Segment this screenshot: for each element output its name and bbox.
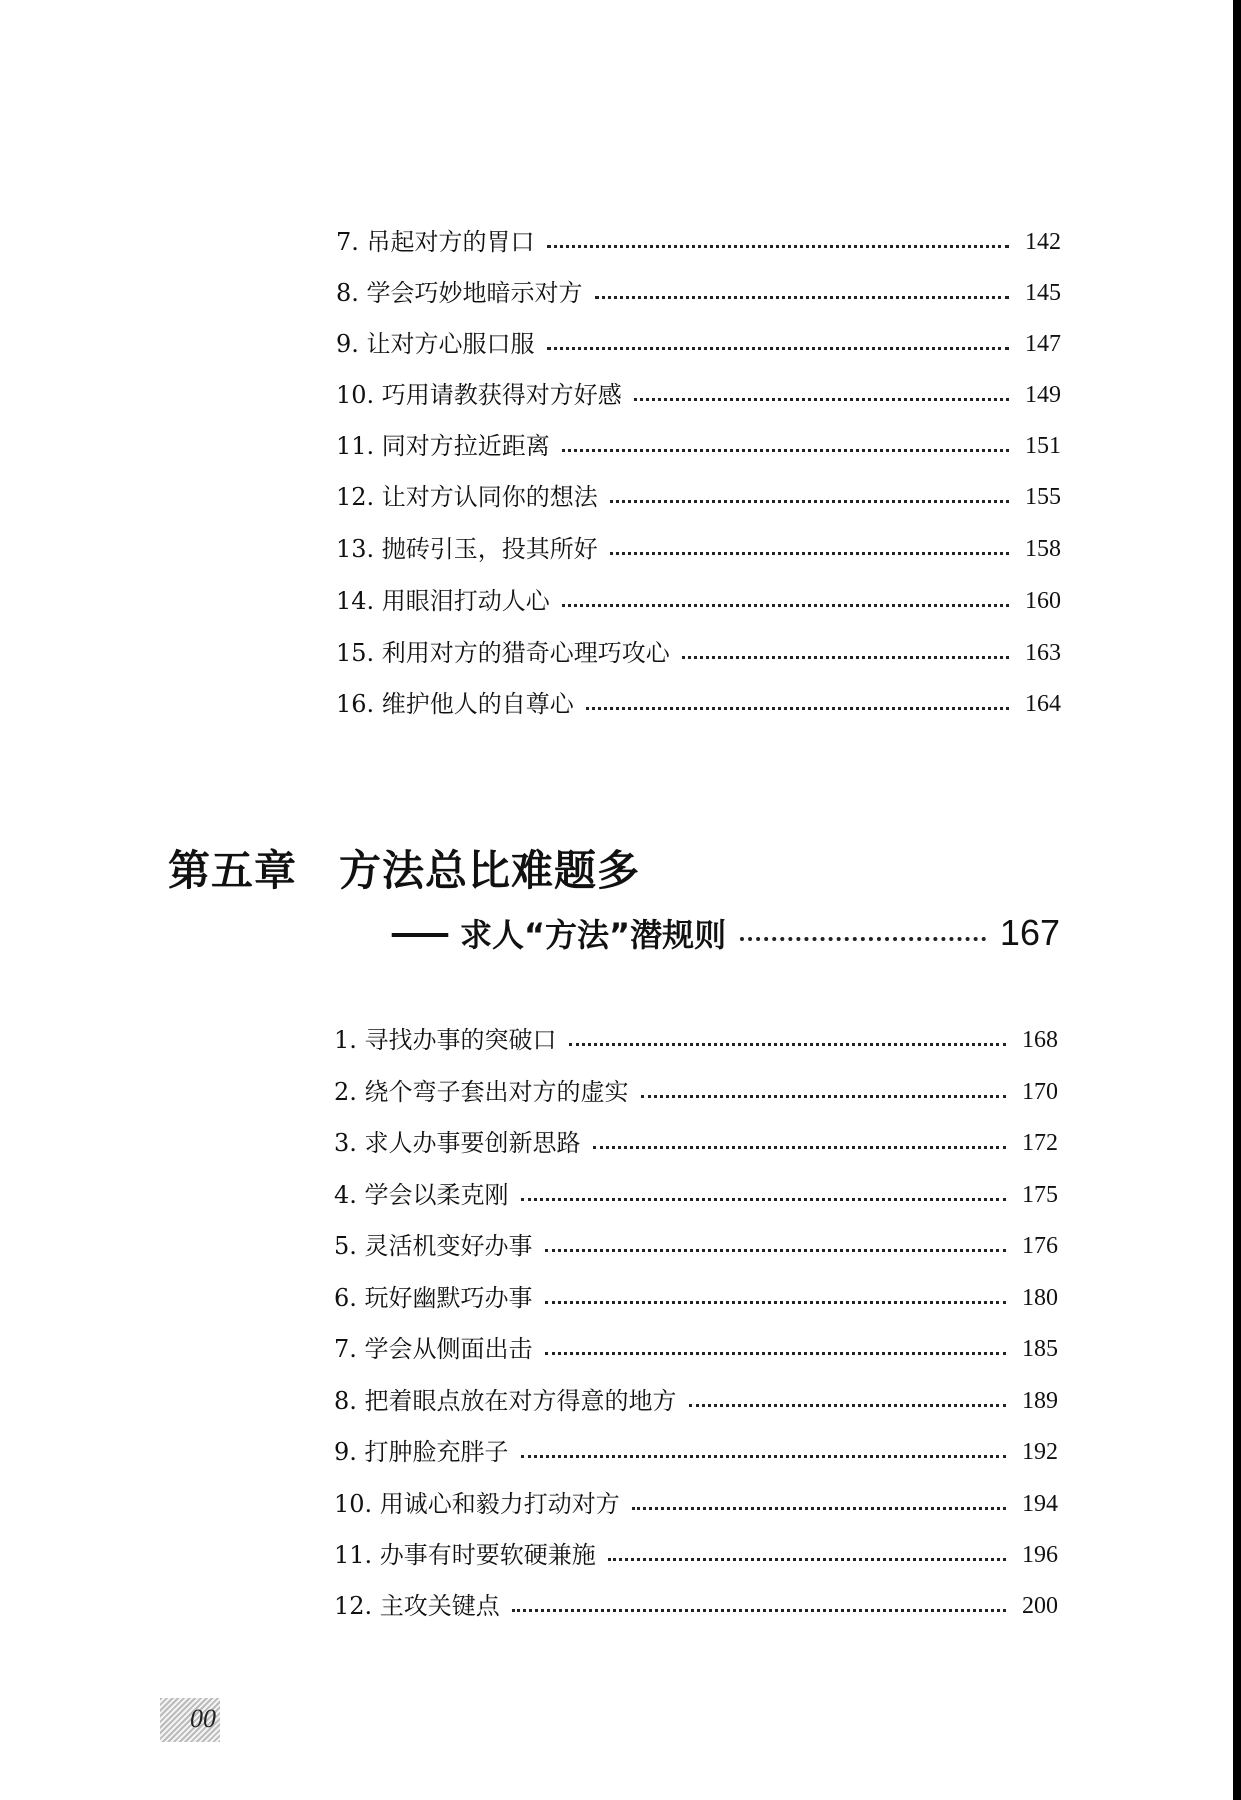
chapter-subtitle-line[interactable] bbox=[390, 908, 1060, 958]
toc-entry-title: 6. 玩好幽默巧办事 bbox=[334, 1284, 533, 1312]
toc-entry-title: 1. 寻找办事的突破口 bbox=[334, 1026, 557, 1054]
toc-entry-page: 194 bbox=[1022, 1491, 1058, 1517]
chapter-heading bbox=[168, 838, 640, 898]
toc-entry[interactable] bbox=[334, 1484, 1058, 1524]
toc-entry-page: 155 bbox=[1025, 484, 1061, 510]
toc-entry[interactable] bbox=[334, 1123, 1058, 1163]
toc-entry-page: 200 bbox=[1022, 1593, 1058, 1619]
toc-entry-title: 5. 灵活机变好办事 bbox=[334, 1232, 533, 1260]
toc-entry-title: 10. 巧用请教获得对方好感 bbox=[336, 381, 622, 409]
toc-entry[interactable] bbox=[334, 1226, 1058, 1266]
toc-entry-page: 147 bbox=[1025, 331, 1061, 357]
toc-entry-page: 185 bbox=[1022, 1336, 1058, 1362]
chapter-number: 第五章 bbox=[168, 846, 298, 895]
toc-entry-title: 9. 让对方心服口服 bbox=[336, 330, 535, 358]
toc-entry-title: 8. 把着眼点放在对方得意的地方 bbox=[334, 1387, 677, 1415]
toc-entry-title: 11. 办事有时要软硬兼施 bbox=[334, 1541, 596, 1569]
toc-entry[interactable] bbox=[336, 581, 1061, 621]
toc-entry-page: 170 bbox=[1022, 1079, 1058, 1105]
toc-entry[interactable] bbox=[334, 1432, 1058, 1472]
toc-entry-page: 189 bbox=[1022, 1388, 1058, 1414]
toc-entry[interactable] bbox=[334, 1072, 1058, 1112]
dot-leader bbox=[641, 1095, 1006, 1098]
dot-leader bbox=[689, 1404, 1006, 1407]
toc-entry-page: 151 bbox=[1025, 433, 1061, 459]
toc-entry[interactable] bbox=[336, 633, 1061, 673]
dot-leader bbox=[545, 1301, 1006, 1304]
dot-leader bbox=[740, 937, 986, 941]
toc-entry-title: 9. 打肿脸充胖子 bbox=[334, 1438, 509, 1466]
toc-entry[interactable] bbox=[334, 1175, 1058, 1215]
toc-entry[interactable] bbox=[334, 1535, 1058, 1575]
toc-entry-title: 2. 绕个弯子套出对方的虚实 bbox=[334, 1078, 629, 1106]
toc-entry-page: 142 bbox=[1025, 229, 1061, 255]
toc-entry-title: 7. 吊起对方的胃口 bbox=[336, 228, 535, 256]
toc-entry-title: 4. 学会以柔克刚 bbox=[334, 1181, 509, 1209]
toc-entry-page: 158 bbox=[1025, 536, 1061, 562]
toc-entry-page: 175 bbox=[1022, 1182, 1058, 1208]
toc-entry[interactable] bbox=[334, 1329, 1058, 1369]
toc-entry-page: 192 bbox=[1022, 1439, 1058, 1465]
dot-leader bbox=[586, 707, 1009, 710]
dot-leader bbox=[593, 1146, 1006, 1149]
chapter-subtitle: 求人“方法”潜规则 bbox=[460, 916, 727, 954]
toc-entry-title: 14. 用眼泪打动人心 bbox=[336, 587, 550, 615]
dot-leader bbox=[610, 500, 1009, 503]
toc-entry-title: 10. 用诚心和毅力打动对方 bbox=[334, 1490, 620, 1518]
toc-entry[interactable] bbox=[336, 324, 1061, 364]
toc-entry[interactable] bbox=[336, 222, 1061, 262]
toc-entry[interactable] bbox=[334, 1278, 1058, 1318]
dot-leader bbox=[547, 347, 1009, 350]
dot-leader bbox=[562, 449, 1009, 452]
chapter-title: 方法总比难题多 bbox=[339, 846, 641, 895]
toc-entry-title: 13. 抛砖引玉，投其所好 bbox=[336, 535, 598, 563]
toc-entry-page: 168 bbox=[1022, 1027, 1058, 1053]
dot-leader bbox=[634, 398, 1009, 401]
toc-entry-title: 3. 求人办事要创新思路 bbox=[334, 1129, 581, 1157]
toc-entry-page: 196 bbox=[1022, 1542, 1058, 1568]
dot-leader bbox=[545, 1352, 1006, 1355]
toc-entry-page: 180 bbox=[1022, 1285, 1058, 1311]
toc-entry[interactable] bbox=[334, 1381, 1058, 1421]
dot-leader bbox=[512, 1609, 1006, 1612]
toc-entry-page: 149 bbox=[1025, 382, 1061, 408]
dot-leader bbox=[569, 1043, 1006, 1046]
toc-entry[interactable] bbox=[336, 426, 1061, 466]
page-number-folio bbox=[160, 1698, 220, 1742]
dot-leader bbox=[521, 1198, 1006, 1201]
toc-entry[interactable] bbox=[334, 1020, 1058, 1060]
dot-leader bbox=[562, 604, 1009, 607]
dot-leader bbox=[595, 296, 1009, 299]
toc-entry-title: 11. 同对方拉近距离 bbox=[336, 432, 550, 460]
toc-entry-page: 164 bbox=[1025, 691, 1061, 717]
em-dash: —— bbox=[390, 914, 446, 952]
toc-entry-page: 172 bbox=[1022, 1130, 1058, 1156]
toc-entry-title: 16. 维护他人的自尊心 bbox=[336, 690, 574, 718]
toc-entry-page: 163 bbox=[1025, 640, 1061, 666]
toc-entry-page: 145 bbox=[1025, 280, 1061, 306]
toc-entry-page: 176 bbox=[1022, 1233, 1058, 1259]
dot-leader bbox=[608, 1558, 1006, 1561]
toc-entry-page: 160 bbox=[1025, 588, 1061, 614]
dot-leader bbox=[545, 1249, 1006, 1252]
toc-entry-title: 8. 学会巧妙地暗示对方 bbox=[336, 279, 583, 307]
dot-leader bbox=[521, 1455, 1006, 1458]
toc-entry[interactable] bbox=[336, 375, 1061, 415]
toc-entry[interactable] bbox=[336, 529, 1061, 569]
toc-entry-title: 7. 学会从侧面出击 bbox=[334, 1335, 533, 1363]
dot-leader bbox=[682, 656, 1009, 659]
toc-entry[interactable] bbox=[334, 1586, 1058, 1626]
toc-entry-title: 15. 利用对方的猎奇心理巧攻心 bbox=[336, 639, 670, 667]
toc-entry-title: 12. 让对方认同你的想法 bbox=[336, 483, 598, 511]
chapter-page: 167 bbox=[999, 912, 1060, 953]
toc-entry-title: 12. 主攻关键点 bbox=[334, 1592, 500, 1620]
dot-leader bbox=[547, 245, 1009, 248]
page-number: 00 bbox=[190, 1704, 216, 1733]
toc-entry[interactable] bbox=[336, 273, 1061, 313]
dot-leader bbox=[632, 1507, 1006, 1510]
toc-entry[interactable] bbox=[336, 684, 1061, 724]
toc-entry[interactable] bbox=[336, 477, 1061, 517]
dot-leader bbox=[610, 552, 1009, 555]
